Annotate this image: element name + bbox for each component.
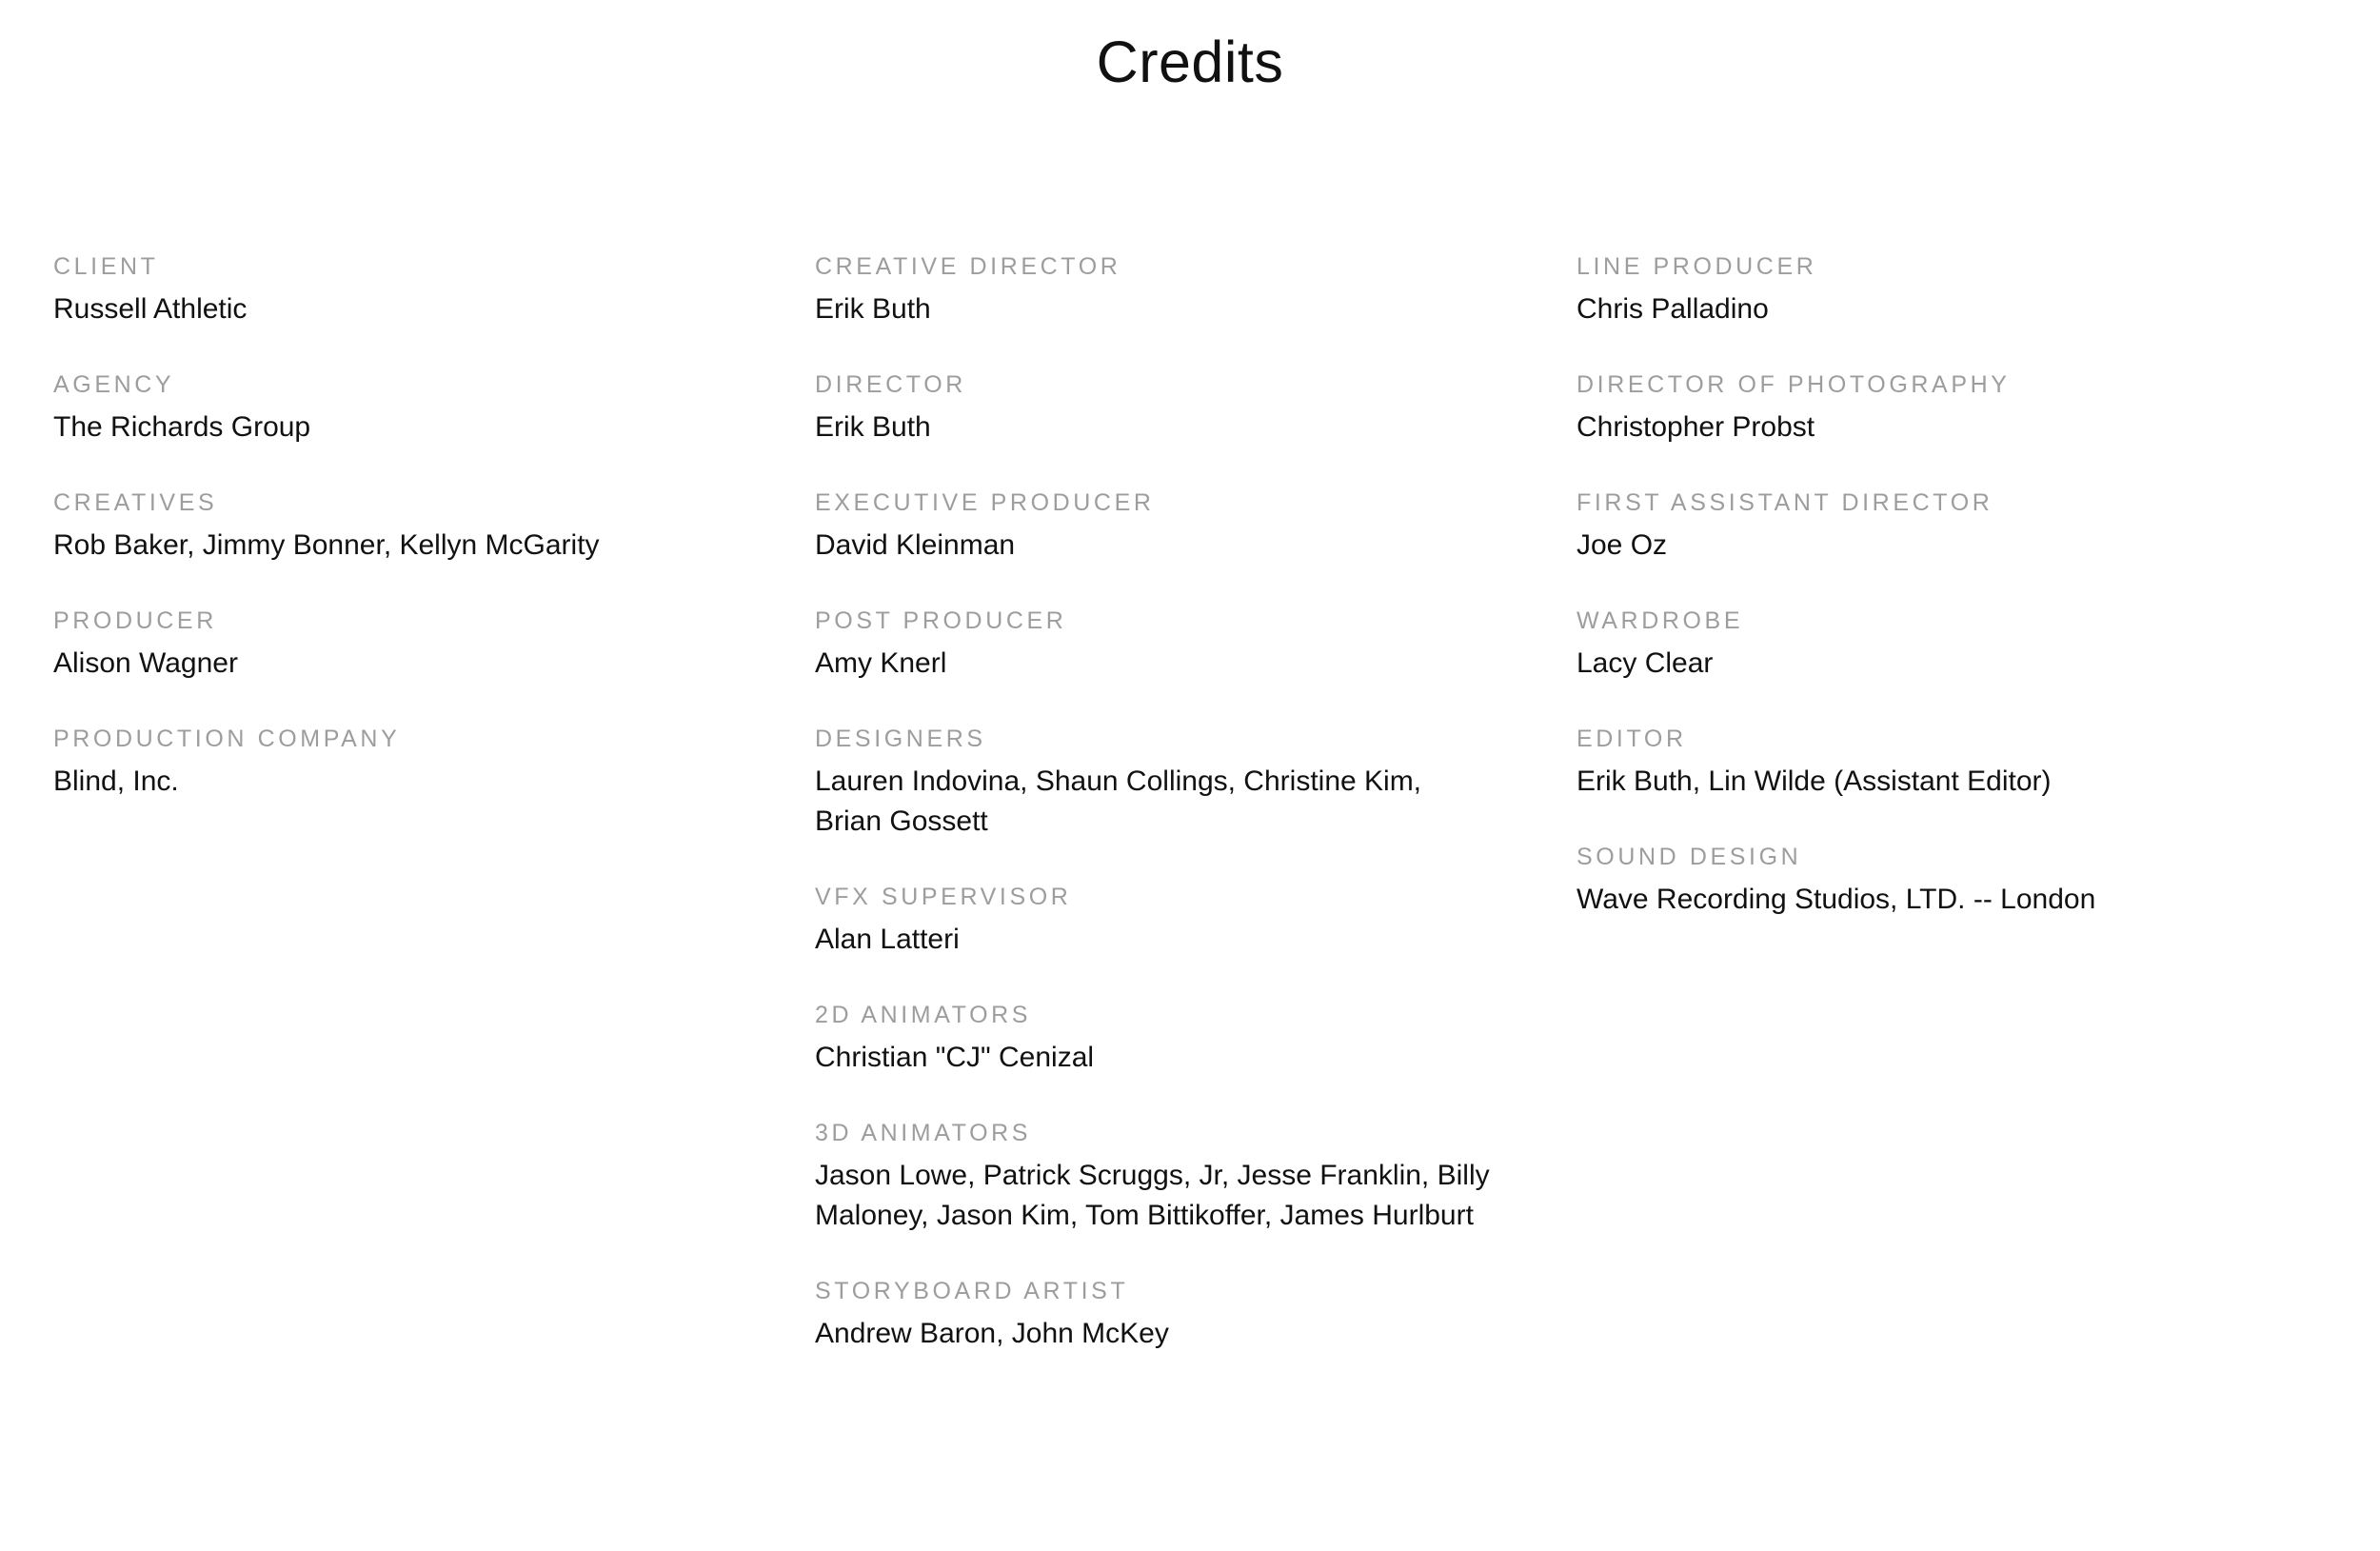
credit-value: Chris Palladino — [1577, 293, 1769, 325]
credit-entry-creatives — [53, 486, 729, 566]
credit-entry-director — [815, 368, 1491, 447]
credit-entry-sound-design — [1577, 840, 2252, 920]
credit-label: PRODUCER — [53, 607, 217, 634]
page-title: Credits — [1096, 30, 1284, 94]
credit-entry-2d-animators — [815, 998, 1491, 1078]
credit-entry-client — [53, 249, 729, 329]
credit-entry-wardrobe — [1577, 604, 2252, 684]
credit-label: DIRECTOR — [815, 371, 966, 398]
credit-label: FIRST ASSISTANT DIRECTOR — [1577, 489, 1993, 516]
credit-entry-creative-director — [815, 249, 1491, 329]
credit-value: Christopher Probst — [1577, 411, 1815, 443]
credit-label: CLIENT — [53, 253, 159, 280]
credits-column-1 — [53, 249, 815, 1392]
credit-label: VFX SUPERVISOR — [815, 884, 1072, 910]
credit-label: STORYBOARD ARTIST — [815, 1278, 1129, 1304]
credit-value: Lauren Indovina, Shaun Collings, Christine Kim, Brian Gossett — [815, 766, 1422, 837]
credits-column-2 — [815, 249, 1577, 1392]
credit-label: DIRECTOR OF PHOTOGRAPHY — [1577, 371, 2011, 398]
credit-entry-post-producer — [815, 604, 1491, 684]
credit-label: POST PRODUCER — [815, 607, 1067, 634]
credit-entry-storyboard-artist — [815, 1274, 1491, 1354]
credit-label: EXECUTIVE PRODUCER — [815, 489, 1155, 516]
credit-value: Andrew Baron, John McKey — [815, 1318, 1169, 1349]
credit-entry-production-company — [53, 722, 729, 802]
credit-label: PRODUCTION COMPANY — [53, 726, 401, 752]
credit-value: Erik Buth, Lin Wilde (Assistant Editor) — [1577, 766, 2052, 797]
credit-value: Erik Buth — [815, 293, 931, 325]
credits-column-3 — [1577, 249, 2338, 1392]
credit-entry-designers — [815, 722, 1491, 842]
credit-value: Joe Oz — [1577, 529, 1668, 561]
credit-label: EDITOR — [1577, 726, 1687, 752]
credit-value: Rob Baker, Jimmy Bonner, Kellyn McGarity — [53, 529, 600, 561]
credit-label: LINE PRODUCER — [1577, 253, 1817, 280]
credits-grid — [53, 249, 2338, 1392]
credit-value: David Kleinman — [815, 529, 1016, 561]
credit-value: Alison Wagner — [53, 647, 238, 679]
credit-label: 3D ANIMATORS — [815, 1120, 1032, 1146]
credit-entry-vfx-supervisor — [815, 880, 1491, 960]
credit-value: Christian "CJ" Cenizal — [815, 1042, 1095, 1073]
credit-value: Erik Buth — [815, 411, 931, 443]
credit-value: Lacy Clear — [1577, 647, 1714, 679]
credit-value: Russell Athletic — [53, 293, 248, 325]
credit-entry-line-producer — [1577, 249, 2252, 329]
credit-value: The Richards Group — [53, 411, 311, 443]
credit-label: DESIGNERS — [815, 726, 986, 752]
credit-entry-first-assistant-director — [1577, 486, 2252, 566]
credit-entry-director-of-photography — [1577, 368, 2252, 447]
credit-value: Amy Knerl — [815, 647, 947, 679]
credit-entry-3d-animators — [815, 1116, 1491, 1236]
credit-entry-producer — [53, 604, 729, 684]
credit-entry-agency — [53, 368, 729, 447]
credit-value: Alan Latteri — [815, 924, 960, 955]
credit-value: Jason Lowe, Patrick Scruggs, Jr, Jesse Franklin, Billy Maloney, Jason Kim, Tom Bittikoffer, James Hurlburt — [815, 1160, 1490, 1231]
credit-label: AGENCY — [53, 371, 175, 398]
credit-label: SOUND DESIGN — [1577, 844, 1802, 870]
credit-entry-editor — [1577, 722, 2252, 802]
credit-label: CREATIVE DIRECTOR — [815, 253, 1121, 280]
credit-label: WARDROBE — [1577, 607, 1744, 634]
credit-label: CREATIVES — [53, 489, 218, 516]
credit-value: Blind, Inc. — [53, 766, 179, 797]
credit-label: 2D ANIMATORS — [815, 1002, 1032, 1028]
credit-value: Wave Recording Studios, LTD. -- London — [1577, 884, 2096, 915]
credit-entry-executive-producer — [815, 486, 1491, 566]
